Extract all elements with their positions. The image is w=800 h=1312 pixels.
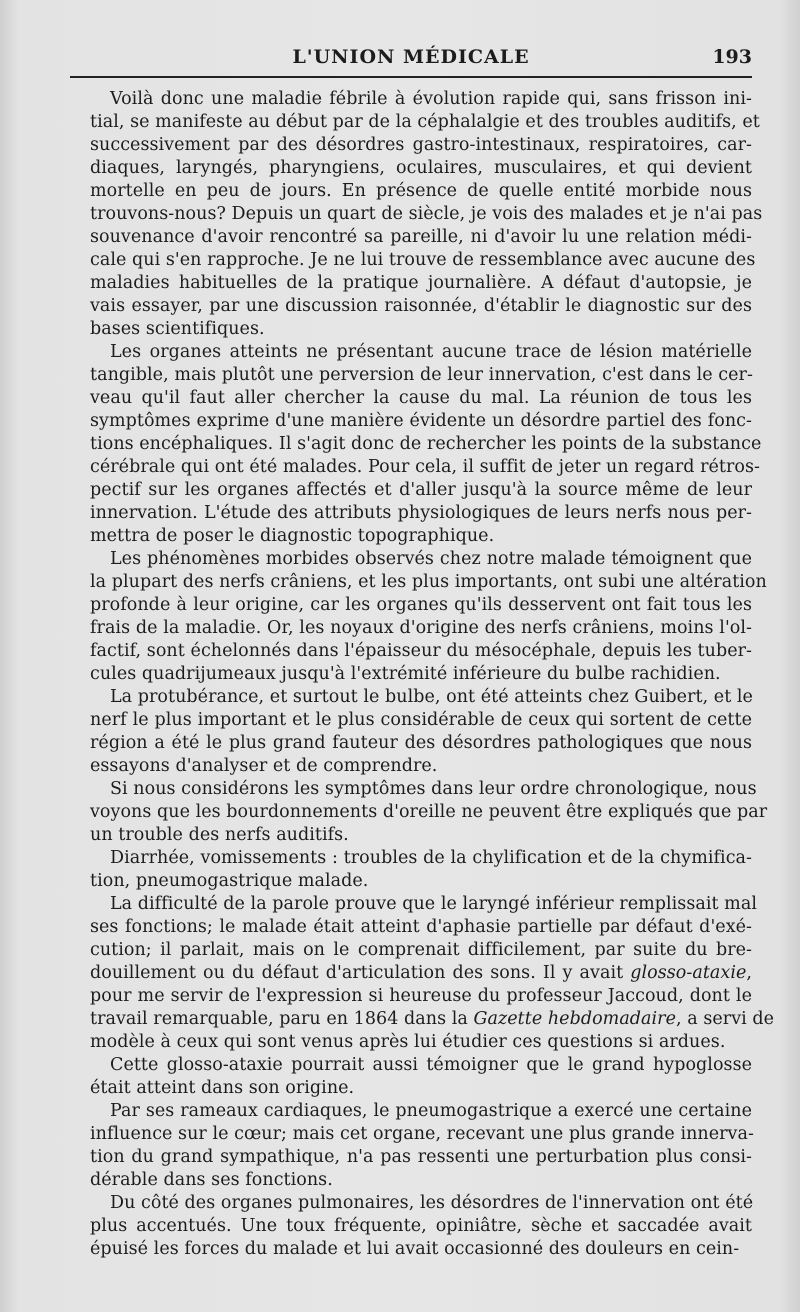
text-line: trouvons-nous? Depuis un quart de siècle, je vois des malades et je n'ai pas: [90, 204, 763, 224]
text-line: mortelle en peu de jours. En présence de quelle entité morbide nous: [90, 181, 752, 201]
text-line: La difficulté de la parole prouve que le laryngé inférieur remplissait mal: [110, 894, 757, 914]
text-line: symptômes exprime d'une manière évidente un désordre partiel des fonc-: [90, 411, 752, 431]
article-body: [70, 88, 775, 1261]
text-line: diaques, laryngés, pharyngiens, oculaires, musculaires, et qui devient: [90, 158, 752, 178]
text-line: souvenance d'avoir rencontré sa pareille, ni d'avoir lu une relation médi-: [90, 227, 752, 247]
text-line: voyons que les bourdonnements d'oreille ne peuvent être expliqués que par: [90, 802, 768, 822]
text-line: dérable dans ses fonctions.: [90, 1170, 333, 1190]
text-line: successivement par des désordres gastro-intestinaux, respiratoires, car-: [90, 135, 752, 155]
text-line: tion, pneumogastrique malade.: [90, 871, 369, 891]
text-line: influence sur le cœur; mais cet organe, recevant une plus grande innerva-: [90, 1124, 754, 1144]
text-line: cution; il parlait, mais on le comprenait difficilement, par suite du bre-: [90, 940, 752, 960]
text-line: était atteint dans son origine.: [90, 1078, 355, 1098]
text-line: Cette glosso-ataxie pourrait aussi témoigner que le grand hypoglosse: [110, 1055, 752, 1075]
text-line: Les organes atteints ne présentant aucune trace de lésion matérielle: [110, 342, 752, 362]
text-line: cale qui s'en rapproche. Je ne lui trouve de ressemblance avec aucune des: [90, 250, 756, 270]
emphasis: Gazette hebdomadaire: [473, 1009, 677, 1029]
text-line: pour me servir de l'expression si heureuse du professeur Jaccoud, dont le: [90, 986, 752, 1006]
paragraph: [70, 341, 762, 548]
text-line: Voilà donc une maladie fébrile à évolution rapide qui, sans frisson ini-: [110, 89, 752, 109]
text-line: vais essayer, par une discussion raisonnée, d'établir le diagnostic sur des: [90, 296, 752, 316]
text-line: veau qu'il faut aller chercher la cause du mal. La réunion de tous les: [90, 388, 752, 408]
running-header: [70, 42, 752, 72]
text-line: douillement ou du défaut d'articulation des sons. Il y avait glosso-ataxie,: [90, 963, 752, 983]
paragraph: [70, 88, 763, 341]
text-line: Par ses rameaux cardiaques, le pneumogastrique a exercé une certaine: [110, 1101, 752, 1121]
text-line: La protubérance, et surtout le bulbe, ont été atteints chez Guibert, et le: [110, 687, 753, 707]
text-line: la plupart des nerfs crâniens, et les plus importants, ont subi une altération: [90, 572, 767, 592]
text-line: maladies habituelles de la pratique journalière. A défaut d'autopsie, je: [90, 273, 752, 293]
page-number: 193: [712, 46, 752, 68]
text-line: ses fonctions; le malade était atteint d'aphasie partielle par défaut d'exé-: [90, 917, 752, 937]
text-line: tial, se manifeste au début par de la céphalalgie et des troubles auditifs, et: [90, 112, 760, 132]
text-line: épuisé les forces du malade et lui avait occasionné des douleurs en cein-: [90, 1239, 740, 1259]
text-line: frais de la maladie. Or, les noyaux d'origine des nerfs crâniens, moins l'ol-: [90, 618, 752, 638]
paragraph: [70, 1192, 752, 1261]
text-line: Si nous considérons les symptômes dans leur ordre chronologique, nous: [110, 779, 757, 799]
text-line: essayons d'analyser et de comprendre.: [90, 756, 438, 776]
paragraph: [70, 847, 752, 893]
paragraph: [70, 893, 775, 1054]
text-line: modèle à ceux qui sont venus après lui étudier ces questions si ardues.: [90, 1032, 726, 1052]
text-line: travail remarquable, paru en 1864 dans la Gazette hebdomadaire, a servi de: [90, 1009, 775, 1029]
text-line: région a été le plus grand fauteur des désordres pathologiques que nous: [90, 733, 752, 753]
text-line: factif, sont échelonnés dans l'épaisseur du mésocéphale, depuis les tuber-: [90, 641, 752, 661]
text-line: un trouble des nerfs auditifs.: [90, 825, 349, 845]
paragraph: [70, 1100, 752, 1192]
text-line: innervation. L'étude des attributs physiologiques de leurs nerfs nous per-: [90, 503, 752, 523]
paragraph: [70, 686, 752, 778]
text-line: mettra de poser le diagnostic topographique.: [90, 526, 495, 546]
text-line: Du côté des organes pulmonaires, les désordres de l'innervation ont été: [110, 1193, 754, 1213]
text-line: tions encéphaliques. Il s'agit donc de rechercher les points de la substance: [90, 434, 762, 454]
text-line: cérébrale qui ont été malades. Pour cela, il suffit de jeter un regard rétros-: [90, 457, 760, 477]
text-line: Les phénomènes morbides observés chez notre malade témoignent que: [110, 549, 752, 569]
journal-title: L'UNION MÉDICALE: [292, 46, 530, 68]
text-line: profonde à leur origine, car les organes qu'ils desservent ont fait tous les: [90, 595, 752, 615]
paragraph: [70, 548, 767, 686]
text-line: nerf le plus important et le plus considérable de ceux qui sortent de cette: [90, 710, 752, 730]
text-line: tion du grand sympathique, n'a pas ressenti une perturbation plus consi-: [90, 1147, 752, 1167]
text-line: bases scientifiques.: [90, 319, 265, 339]
paragraph: [70, 778, 768, 847]
paragraph: [70, 1054, 752, 1100]
text-line: Diarrhée, vomissements : troubles de la chylification et de la chymifica-: [110, 848, 752, 868]
text-line: cules quadrijumeaux jusqu'à l'extrémité inférieure du bulbe rachidien.: [90, 664, 721, 684]
text-line: plus accentués. Une toux fréquente, opiniâtre, sèche et saccadée avait: [90, 1216, 752, 1236]
text-line: pectif sur les organes affectés et d'aller jusqu'à la source même de leur: [90, 480, 752, 500]
text-line: tangible, mais plutôt une perversion de leur innervation, c'est dans le cer-: [90, 365, 753, 385]
emphasis: glosso-ataxie: [630, 963, 747, 983]
header-rule: [70, 76, 752, 78]
